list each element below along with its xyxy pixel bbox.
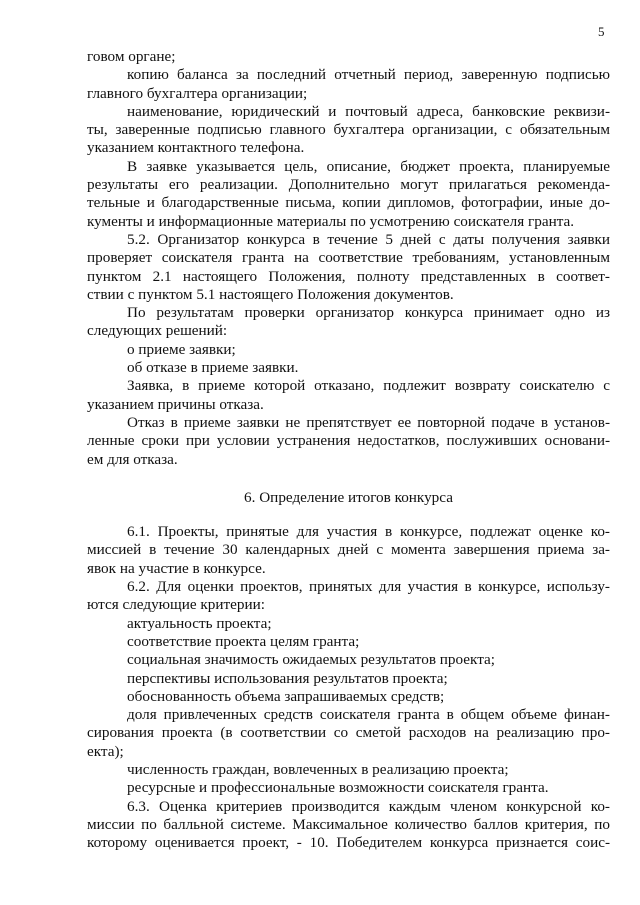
text-line: актуальность проекта; <box>127 614 272 632</box>
text-line: соответствие проекта целям гранта; <box>127 632 360 650</box>
text-line: следующих решений: <box>87 322 228 340</box>
text-line: тельные и благодарственные письма, копии дипломов, фотографии, иные до- <box>87 194 610 212</box>
text-line: копию баланса за последний отчетный период, заверенную подписью <box>127 66 610 84</box>
text-line: миссией в течение 30 календарных дней с момента завершения приема за- <box>87 541 610 559</box>
text-line: о приеме заявки; <box>127 340 236 358</box>
section-6-text <box>87 523 610 852</box>
text-line: указанием причины отказа. <box>87 395 264 413</box>
text-line: 5.2. Организатор конкурса в течение 5 дней с даты получения заявки <box>127 230 610 248</box>
text-line: наименование, юридический и почтовый адреса, банковские реквизи- <box>127 102 610 120</box>
text-line: 6.3. Оценка критериев производится каждым членом конкурсной ко- <box>127 797 610 815</box>
text-line: ем для отказа. <box>87 450 178 468</box>
text-line: доля привлеченных средств соискателя гранта в общем объеме финан- <box>127 706 610 724</box>
text-line: проверяет соискателя гранта на соответствие требованиям, установленным <box>87 249 610 267</box>
text-line: об отказе в приеме заявки. <box>127 359 299 377</box>
text-line: екта); <box>87 742 124 760</box>
text-line: ленные сроки при условии устранения недостатков, послуживших основани- <box>87 432 610 450</box>
document-body <box>87 48 610 852</box>
text-line: которому оценивается проект, - 10. Победителем конкурса признается соис- <box>87 834 610 852</box>
text-line: результаты его реализации. Дополнительно могут прилагаться рекоменда- <box>87 176 610 194</box>
text-line: численность граждан, вовлеченных в реализацию проекта; <box>127 760 509 778</box>
text-line: Отказ в приеме заявки не препятствует ее повторной подаче в установ- <box>127 413 610 431</box>
text-line: ресурсные и профессиональные возможности соискателя гранта. <box>127 779 549 797</box>
text-line: говом органе; <box>87 48 176 65</box>
text-line: По результатам проверки организатор конкурса принимает одно из <box>127 304 610 322</box>
text-line: 6.2. Для оценки проектов, принятых для участия в конкурсе, использу- <box>127 578 610 596</box>
text-line: сирования проекта (в соответствии со сметой расходов на реализацию про- <box>87 724 610 742</box>
section-5-text <box>87 48 610 469</box>
text-line: перспективы использования результатов проекта; <box>127 669 448 687</box>
text-line: указанием контактного телефона. <box>87 139 305 157</box>
text-line: Заявка, в приеме которой отказано, подлежит возврату соискателю с <box>127 377 610 395</box>
text-line: миссии по балльной системе. Максимальное количество баллов критерия, по <box>87 815 610 833</box>
text-line: социальная значимость ожидаемых результатов проекта; <box>127 651 496 669</box>
text-line: ются следующие критерии: <box>87 596 265 614</box>
section-6-heading: 6. Определение итогов конкурса <box>244 488 453 506</box>
text-line: главного бухгалтера организации; <box>87 84 308 102</box>
text-line: 6.1. Проекты, принятые для участия в конкурсе, подлежат оценке ко- <box>127 523 610 541</box>
text-line: кументы и информационные материалы по усмотрению соискателя гранта. <box>87 212 575 230</box>
text-line: обоснованность объема запрашиваемых средств; <box>127 687 445 705</box>
text-line: В заявке указывается цель, описание, бюджет проекта, планируемые <box>127 157 610 175</box>
page-number: 5 <box>598 24 605 39</box>
text-line: ты, заверенные подписью главного бухгалтера организации, с обязательным <box>87 121 610 139</box>
text-line: ствии с пунктом 5.1 настоящего Положения документов. <box>87 285 454 303</box>
text-line: пунктом 2.1 настоящего Положения, полноту представленных в соответ- <box>87 267 610 285</box>
text-line: явок на участие в конкурсе. <box>87 559 266 577</box>
